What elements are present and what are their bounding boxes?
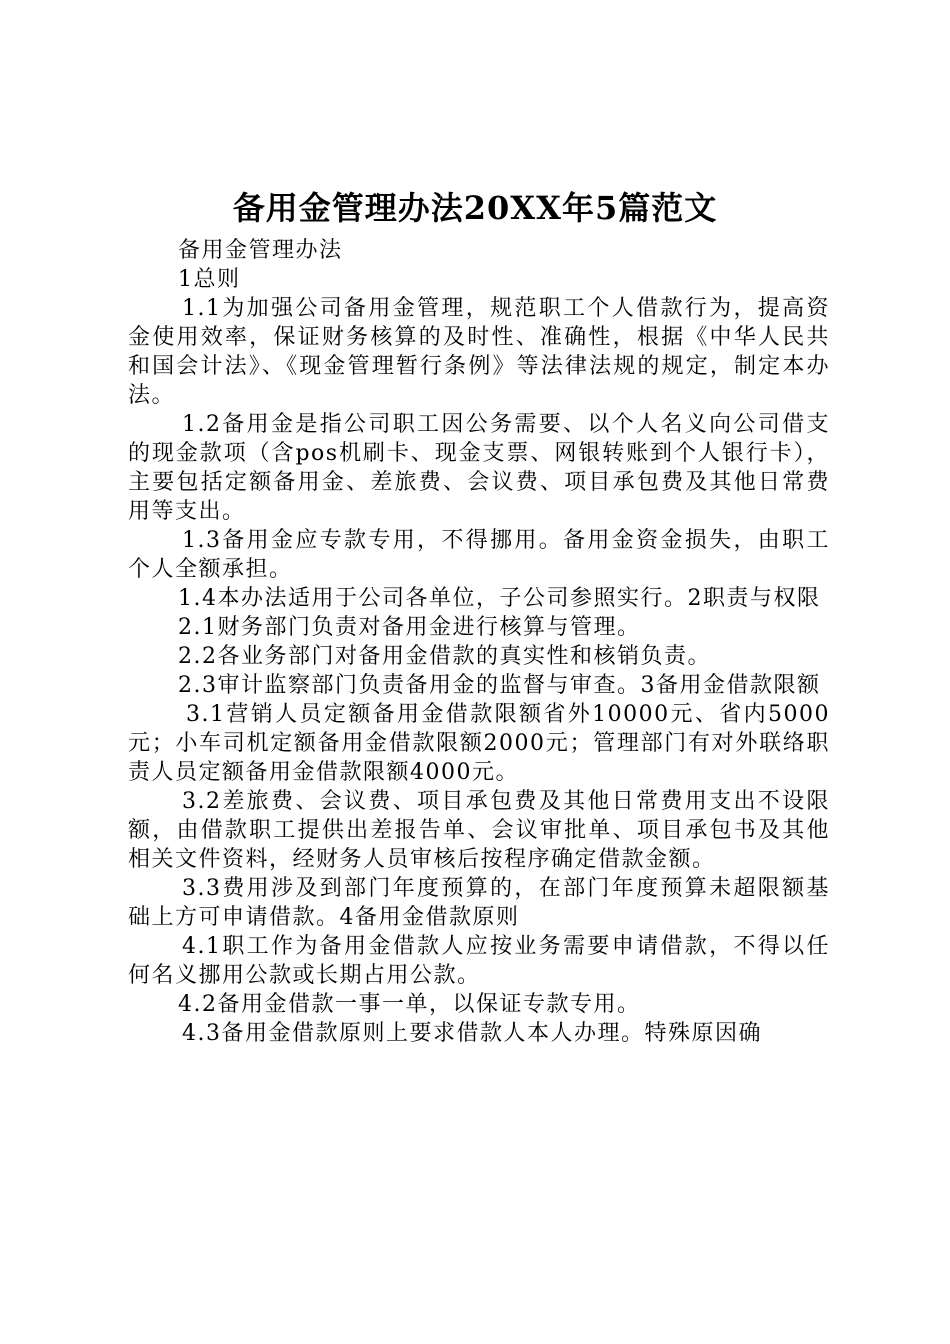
document-body xyxy=(128,236,830,1048)
paragraph-2-3: 2.3审计监察部门负责备用金的监督与审查。3备用金借款限额 xyxy=(178,673,821,698)
paragraph-4-2: 4.2备用金借款一事一单，以保证专款专用。 xyxy=(178,992,641,1017)
paragraph-1-2: 1.2备用金是指公司职工因公务需要、以个人名义向公司借支的现金款项（含pos机刷卡、现金支票、网银转账到个人银行卡），主要包括定额备用金、差旅费、会议费、项目承包费及其他日常费用等支出。 xyxy=(128,412,830,524)
paragraph-1-1: 1.1为加强公司备用金管理，规范职工个人借款行为，提高资金使用效率，保证财务核算的及时性、准确性，根据《中华人民共和国会计法》、《现金管理暂行条例》等法律法规的规定，制定本办法。 xyxy=(128,296,830,408)
paragraph-1-3: 1.3备用金应专款专用，不得挪用。备用金资金损失，由职工个人全额承担。 xyxy=(128,528,830,582)
paragraph-1-4: 1.4本办法适用于公司各单位，子公司参照实行。2职责与权限 xyxy=(178,586,821,611)
paragraph-2-2: 2.2各业务部门对备用金借款的真实性和核销负责。 xyxy=(178,644,711,669)
paragraph-4-3: 4.3备用金借款原则上要求借款人本人办理。特殊原因确 xyxy=(182,1021,762,1046)
paragraph-2-1: 2.1财务部门负责对备用金进行核算与管理。 xyxy=(178,615,641,640)
paragraph-3-2: 3.2差旅费、会议费、项目承包费及其他日常费用支出不设限额，由借款职工提供出差报告单、会议审批单、项目承包书及其他相关文件资料，经财务人员审核后按程序确定借款金额。 xyxy=(128,789,830,872)
paragraph-section-1: 1总则 xyxy=(178,267,241,292)
paragraph-heading: 备用金管理办法 xyxy=(178,238,343,263)
document-title: 备用金管理办法20XX年5篇范文 xyxy=(232,189,718,227)
paragraph-3-1: 3.1营销人员定额备用金借款限额省外10000元、省内5000元；小车司机定额备用金借款限额2000元；管理部门有对外联络职责人员定额备用金借款限额4000元。 xyxy=(128,702,830,785)
paragraph-4-1: 4.1职工作为备用金借款人应按业务需要申请借款，不得以任何名义挪用公款或长期占用公款。 xyxy=(128,934,830,988)
paragraph-3-3: 3.3费用涉及到部门年度预算的，在部门年度预算未超限额基础上方可申请借款。4备用金借款原则 xyxy=(128,876,830,930)
